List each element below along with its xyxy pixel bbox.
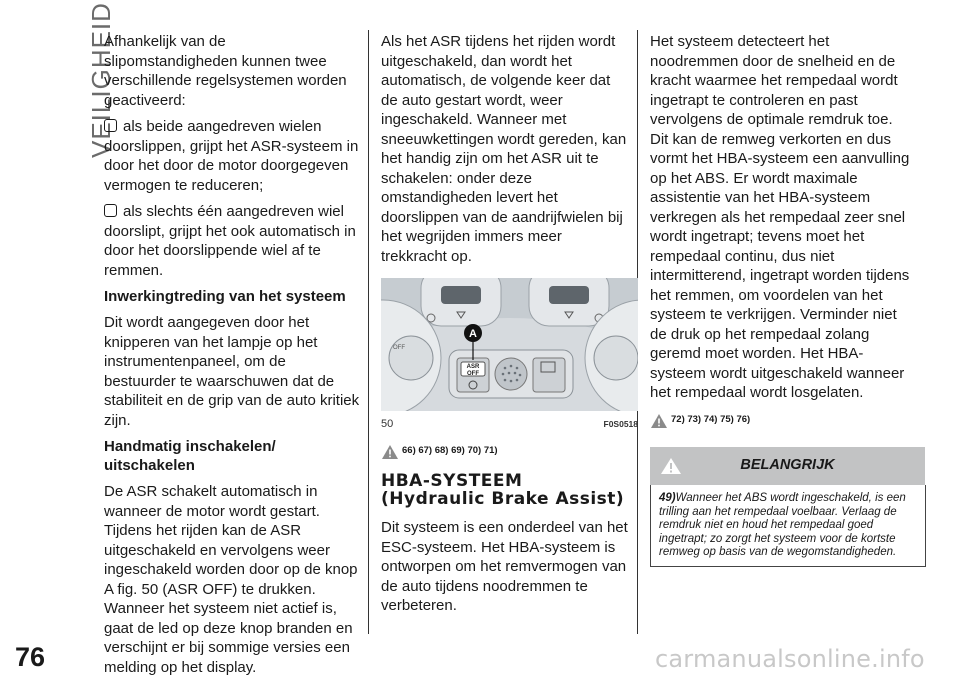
important-note-title: BELANGRIJK xyxy=(740,457,835,474)
section-tab xyxy=(52,2,116,158)
column-1 xyxy=(104,32,360,684)
svg-text:A: A xyxy=(469,328,477,340)
paragraph: De ASR schakelt automatisch in wanneer de motor wordt gestart. Tijdens het rijden kan de ASR uitgeschakeld en vervolgens weer ingeschakeld worden door op de knop A fig. 50 (ASR OFF) te drukken. Wanneer het systeem niet actief is, gaat de led op deze knop branden en verschijnt er bij sommige versies een melding op het display. xyxy=(104,483,358,676)
bullet-item: als beide aangedreven wielen doorslippen, grijpt het ASR-systeem in door het door de motor doorgegeven vermogen te reduceren; xyxy=(104,118,359,194)
dashboard-illustration xyxy=(381,278,638,411)
column-3 xyxy=(650,32,925,567)
warning-references xyxy=(650,410,925,430)
page-number: 76 xyxy=(15,642,46,672)
bullet-icon xyxy=(104,204,117,217)
section-heading: HBA-SYSTEEM (Hydraulic Brake Assist) xyxy=(381,471,625,509)
warning-triangle-icon xyxy=(650,413,668,429)
bullet-item: als slechts één aangedreven wiel doorslipt, grijpt het ook automatisch in door het doorslippende wiel af te remmen. xyxy=(104,203,356,279)
figure-number: 50 xyxy=(381,418,394,430)
bullet-icon xyxy=(104,119,117,132)
warning-refs-text: 72) 73) 74) 75) 76) xyxy=(671,413,751,425)
intro-paragraph: Afhankelijk van de slipomstandigheden kunnen twee verschillende regelsystemen worden geactiveerd: xyxy=(104,33,347,109)
paragraph: Het systeem detecteert het noodremmen door de snelheid en de kracht waarmee het rempedaal wordt ingetrapt te controleren en past vervolgens de optimale remdruk toe. Dit kan de remweg verkorten en dus vormt het HBA-systeem een aanvulling op het ABS. Er wordt maximale assistentie van het HBA-systeem verkregen als het rempedaal zeer snel wordt ingetrapt; tevens moet het rempedaal continu, dus niet intermitterend, ingetrapt worden tijdens het remmen, om voordelen van het systeem te verkrijgen. Verminder niet de druk op het rempedaal zolang geremd moet worden. Het HBA-systeem wordt uitgeschakeld wanneer het rempedaal wordt losgelaten. xyxy=(650,33,910,401)
svg-text:OFF: OFF xyxy=(467,371,479,377)
important-note-header xyxy=(650,447,925,485)
paragraph: Dit systeem is een onderdeel van het ESC-systeem. Het HBA-systeem is ontworpen om het remvermogen van de auto tijdens noodremmen te verbeteren. xyxy=(381,519,628,614)
column-divider xyxy=(368,30,369,634)
important-note-body xyxy=(650,485,926,567)
paragraph: Dit wordt aangegeven door het knipperen van het lampje op het instrumentenpaneel, om de bestuurder te waarschuwen dat de stabiliteit en de grip van de auto kritiek zijn. xyxy=(104,314,360,429)
note-text: Wanneer het ABS wordt ingeschakeld, is een trilling aan het rempedaal voelbaar. Verlaag de remdruk niet en houd het rempedaal goed ingetrapt; zo zorgt het systeem voor de kortste remweg op basis van de wegomstandigheden. xyxy=(659,492,906,558)
warning-triangle-icon xyxy=(381,444,399,460)
note-number: 49) xyxy=(659,492,676,504)
svg-text:ASR: ASR xyxy=(466,364,480,370)
figure-code: F0S0518 xyxy=(603,419,638,429)
warning-refs-text: 66) 67) 68) 69) 70) 71) xyxy=(402,444,498,456)
figure-caption xyxy=(381,415,638,435)
warning-references xyxy=(381,441,631,461)
column-2 xyxy=(381,32,638,623)
warning-triangle-icon xyxy=(660,457,682,475)
subheading: Handmatig inschakelen/ uitschakelen xyxy=(104,438,276,474)
paragraph: Als het ASR tijdens het rijden wordt uitgeschakeld, dan wordt het automatisch, de volgende keer dat de auto gestart wordt, weer ingeschakeld. Wanneer met sneeuwkettingen wordt gereden, kan het handig zijn om het ASR uit te schakelen: onder deze omstandigheden levert het doorslippen van de aandrijfwielen bij het wegrijden immers meer trekkracht op. xyxy=(381,33,627,265)
section-title: VEILIGHEID xyxy=(86,2,116,158)
subheading: Inwerkingtreding van het systeem xyxy=(104,288,346,305)
figure-dashboard-controls xyxy=(381,278,638,411)
svg-text:OFF: OFF xyxy=(393,345,405,351)
watermark: carmanualsonline.info xyxy=(655,645,925,673)
